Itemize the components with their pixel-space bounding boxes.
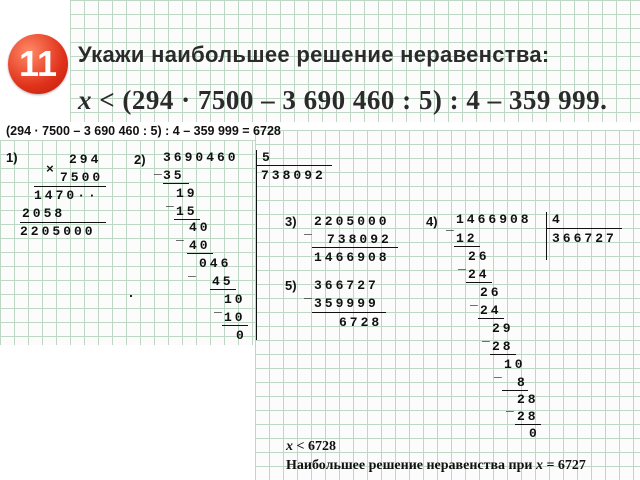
step4-label: 4) [426,214,438,229]
division-line: 29 [492,321,514,336]
expression-result: (294 · 7500 – 3 690 460 : 5) : 4 – 359 999 = 6728 [6,124,281,138]
division-line: 0 [529,426,540,441]
step4-rule [454,246,480,247]
division-line: 8 [517,375,528,390]
answer-inequality [286,439,336,455]
division-line: 35 [163,168,185,183]
step2-rule [210,289,236,290]
step4-dividend: 1466908 [456,212,532,227]
answer-final: = 6727 [542,458,586,473]
step1-partial2: 2058 [22,206,66,221]
step2-dividend: 3690460 [163,150,239,165]
division-line: 24 [468,267,490,282]
step1-label: 1) [6,150,18,165]
division-line: 26 [468,249,490,264]
division-line: 0 [236,328,247,343]
step3-minus: _ [304,222,315,237]
division-line: 046 [199,256,232,271]
step2-minus: _ [176,228,187,243]
step3-result: 1466908 [314,250,390,265]
step5-rule [312,312,386,313]
step2-label: 2) [134,152,146,167]
step4-rule [478,318,504,319]
step1-multiplier: 7500 [60,170,104,185]
step4-minus: _ [446,218,457,233]
step2-divisor: 5 [262,150,273,165]
step4-divider [546,212,547,260]
answer-value: < 6728 [293,439,336,454]
step2-minus: _ [214,300,225,315]
division-line: 12 [456,231,478,246]
step1-multiplicand: 294 [69,152,102,167]
step4-rule [490,354,516,355]
answer-text: Наибольшее решение неравенства при [286,458,536,473]
step2-rule [187,253,213,254]
step1-partial1: 1470·· [34,188,99,203]
step3-rule [312,247,398,248]
step4-divisor: 4 [552,212,563,227]
division-line: 45 [212,274,234,289]
step4-minus: _ [494,365,505,380]
step1-rule1 [34,186,106,187]
step1-result: 2205000 [20,224,96,239]
inequality-expression: < (294 · 7500 – 3 690 460 : 5) : 4 – 359 999. [92,85,608,115]
division-line: 19 [176,186,198,201]
step2-minus: _ [166,194,177,209]
stray-dot [130,295,132,297]
division-line: 10 [504,357,526,372]
task-title: Укажи наибольшее решение неравенства: [78,42,550,67]
step4-minus: _ [458,257,469,272]
step2-rule [163,183,189,184]
division-line: 28 [492,339,514,354]
step4-minus: _ [482,329,493,344]
step2-minus: _ [188,264,199,279]
step5-label: 5) [285,278,297,293]
step1-operator: × [46,162,57,177]
division-line: 26 [480,285,502,300]
step2-rule [222,325,248,326]
step5-minuend: 366727 [314,278,379,293]
division-line: 40 [189,238,211,253]
step2-divider [256,150,257,340]
step4-quotient: 366727 [552,231,617,246]
step4-rule [515,424,541,425]
answer-var: x [286,439,293,454]
division-line: 15 [176,204,198,219]
inequality [78,85,607,116]
step4-minus: _ [506,399,517,414]
step2-minus: _ [154,162,165,177]
step3-minuend: 2205000 [314,214,390,229]
step4-quotient-rule [546,228,622,229]
step4-minus: _ [470,293,481,308]
step1-rule2 [20,222,106,223]
step2-quotient: 738092 [261,168,326,183]
step5-result: 6728 [339,315,383,330]
step4-rule [502,390,528,391]
task-number-badge: 11 [8,34,68,94]
step3-label: 3) [285,214,297,229]
answer-sentence [286,458,586,474]
step2-quotient-rule [256,165,332,166]
division-line: 28 [517,392,539,407]
division-line: 40 [189,220,211,235]
step3-subtrahend: 738092 [327,232,392,247]
division-line: 10 [224,310,246,325]
division-line: 24 [480,303,502,318]
step4-rule [466,282,492,283]
answer-var2: x [535,458,543,473]
division-line: 10 [224,292,246,307]
inequality-variable: x [78,85,92,115]
division-line: 28 [517,409,539,424]
step5-subtrahend: 359999 [314,296,379,311]
step5-minus: _ [304,286,315,301]
